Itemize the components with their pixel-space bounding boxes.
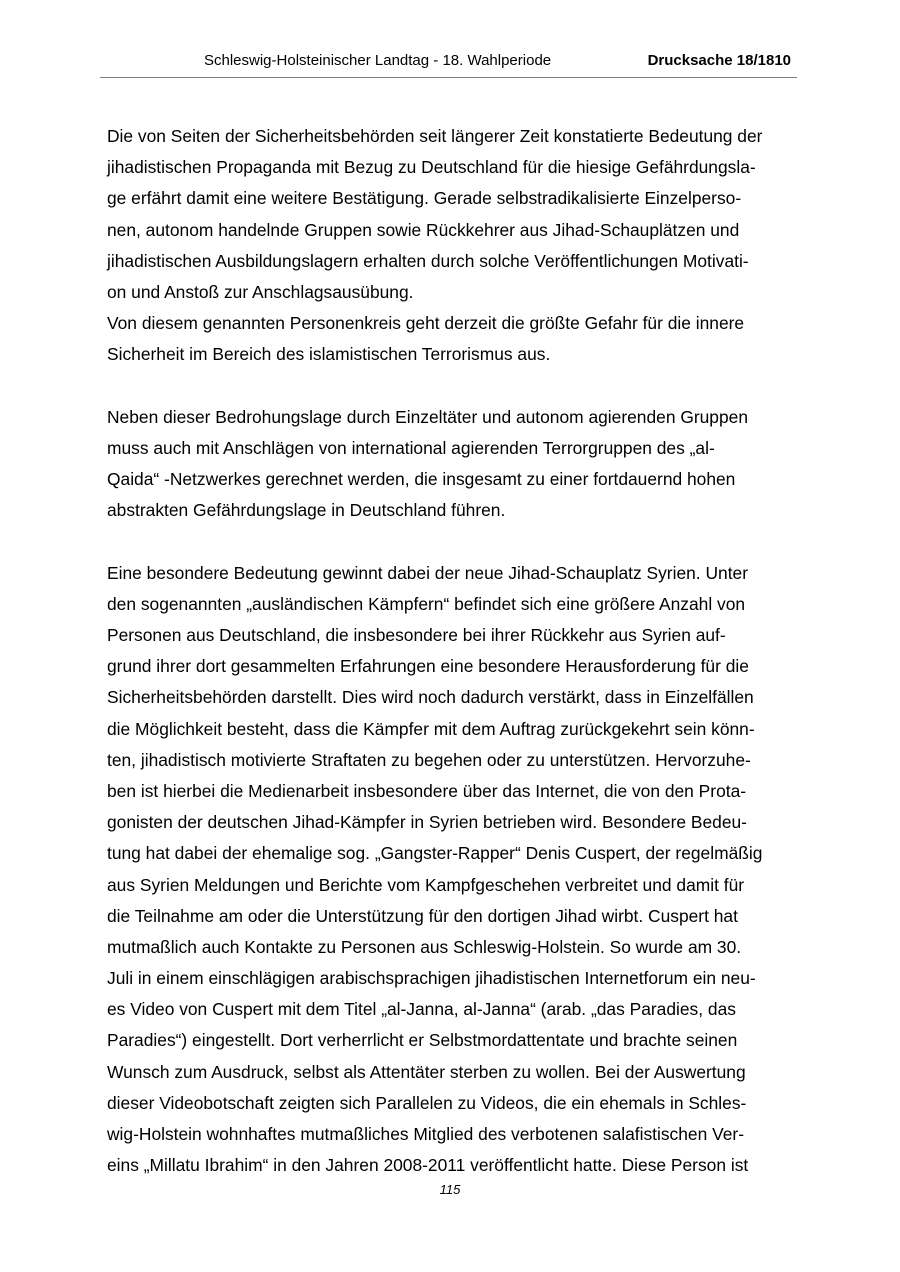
text-line: Neben dieser Bedrohungslage durch Einzeltäter und autonom agierenden Gruppen xyxy=(107,406,748,427)
text-line: aus Syrien Meldungen und Berichte vom Kampfgeschehen verbreitet und damit für xyxy=(107,874,745,895)
text-line: ten, jihadistisch motivierte Straftaten zu begehen oder zu unterstützen. Hervorzuhe- xyxy=(107,749,751,770)
paragraph-3 xyxy=(107,402,807,527)
text-line: Juli in einem einschlägigen arabischsprachigen jihadistischen Internetforum ein neu- xyxy=(107,968,756,989)
text-line: muss auch mit Anschlägen von international agierenden Terrorgruppen des „al- xyxy=(107,437,715,458)
paragraph-2 xyxy=(107,308,807,370)
text-line: tung hat dabei der ehemalige sog. „Gangster-Rapper“ Denis Cuspert, der regelmäßig xyxy=(107,843,763,864)
text-line: eins „Millatu Ibrahim“ in den Jahren 2008-2011 veröffentlicht hatte. Diese Person ist xyxy=(107,1155,749,1176)
text-line: es Video von Cuspert mit dem Titel „al-Janna, al-Janna“ (arab. „das Paradies, das xyxy=(107,999,736,1020)
text-line: mutmaßlich auch Kontakte zu Personen aus Schleswig-Holstein. So wurde am 30. xyxy=(107,936,742,957)
text-line: jihadistischen Ausbildungslagern erhalten durch solche Veröffentlichungen Motivati- xyxy=(107,250,749,271)
text-line: Sicherheitsbehörden darstellt. Dies wird noch dadurch verstärkt, dass in Einzelfällen xyxy=(107,687,754,708)
text-line: abstrakten Gefährdungslage in Deutschland führen. xyxy=(107,500,506,521)
text-line: Personen aus Deutschland, die insbesondere bei ihrer Rückkehr aus Syrien auf- xyxy=(107,625,726,645)
text-line: den sogenannten „ausländischen Kämpfern“ befindet sich eine größere Anzahl von xyxy=(107,593,746,614)
text-line: Die von Seiten der Sicherheitsbehörden seit längerer Zeit konstatierte Bedeutung der xyxy=(107,126,763,146)
page-number: 115 xyxy=(439,1182,461,1197)
text-line: Qaida“ -Netzwerkes gerechnet werden, die insgesamt zu einer fortdauernd hohen xyxy=(107,469,736,490)
page-header xyxy=(100,50,797,78)
paragraph-spacer xyxy=(107,371,807,402)
text-line: die Teilnahme am oder die Unterstützung für den dortigen Jihad wirbt. Cuspert hat xyxy=(107,905,738,926)
document-number: Drucksache 18/1810 xyxy=(647,52,791,69)
text-line: wig-Holstein wohnhaftes mutmaßliches Mitglied des verbotenen salafistischen Ver- xyxy=(107,1124,744,1144)
paragraph-4 xyxy=(107,558,807,1182)
text-line: grund ihrer dort gesammelten Erfahrungen eine besondere Herausforderung für die xyxy=(107,656,749,677)
text-line: Paradies“) eingestellt. Dort verherrlicht er Selbstmordattentate und brachte seinen xyxy=(107,1030,738,1051)
paragraph-1 xyxy=(107,121,807,308)
text-line: nen, autonom handelnde Gruppen sowie Rückkehrer aus Jihad-Schauplätzen und xyxy=(107,219,740,240)
text-line: on und Anstoß zur Anschlagsausübung. xyxy=(107,281,414,302)
text-line: ge erfährt damit eine weitere Bestätigung. Gerade selbstradikalisierte Einzelperso- xyxy=(107,188,742,209)
paragraph-spacer xyxy=(107,526,807,557)
text-line: die Möglichkeit besteht, dass die Kämpfer mit dem Auftrag zurückgekehrt sein könn- xyxy=(107,718,755,739)
text-line: dieser Videobotschaft zeigten sich Parallelen zu Videos, die ein ehemals in Schles- xyxy=(107,1092,747,1113)
text-line: Eine besondere Bedeutung gewinnt dabei der neue Jihad-Schauplatz Syrien. Unter xyxy=(107,562,748,583)
text-line: Von diesem genannten Personenkreis geht derzeit die größte Gefahr für die innere xyxy=(107,313,745,334)
header-title: Schleswig-Holsteinischer Landtag - 18. Wahlperiode xyxy=(204,52,552,69)
document-body xyxy=(107,121,807,1181)
text-line: jihadistischen Propaganda mit Bezug zu Deutschland für die hiesige Gefährdungsla- xyxy=(107,157,756,178)
text-line: Sicherheit im Bereich des islamistischen Terrorismus aus. xyxy=(107,344,551,365)
text-line: ben ist hierbei die Medienarbeit insbesondere über das Internet, die von den Prota- xyxy=(107,780,747,801)
text-line: gonisten der deutschen Jihad-Kämpfer in Syrien betrieben wird. Besondere Bedeu- xyxy=(107,812,747,833)
text-line: Wunsch zum Ausdruck, selbst als Attentäter sterben zu wollen. Bei der Auswertung xyxy=(107,1061,746,1082)
